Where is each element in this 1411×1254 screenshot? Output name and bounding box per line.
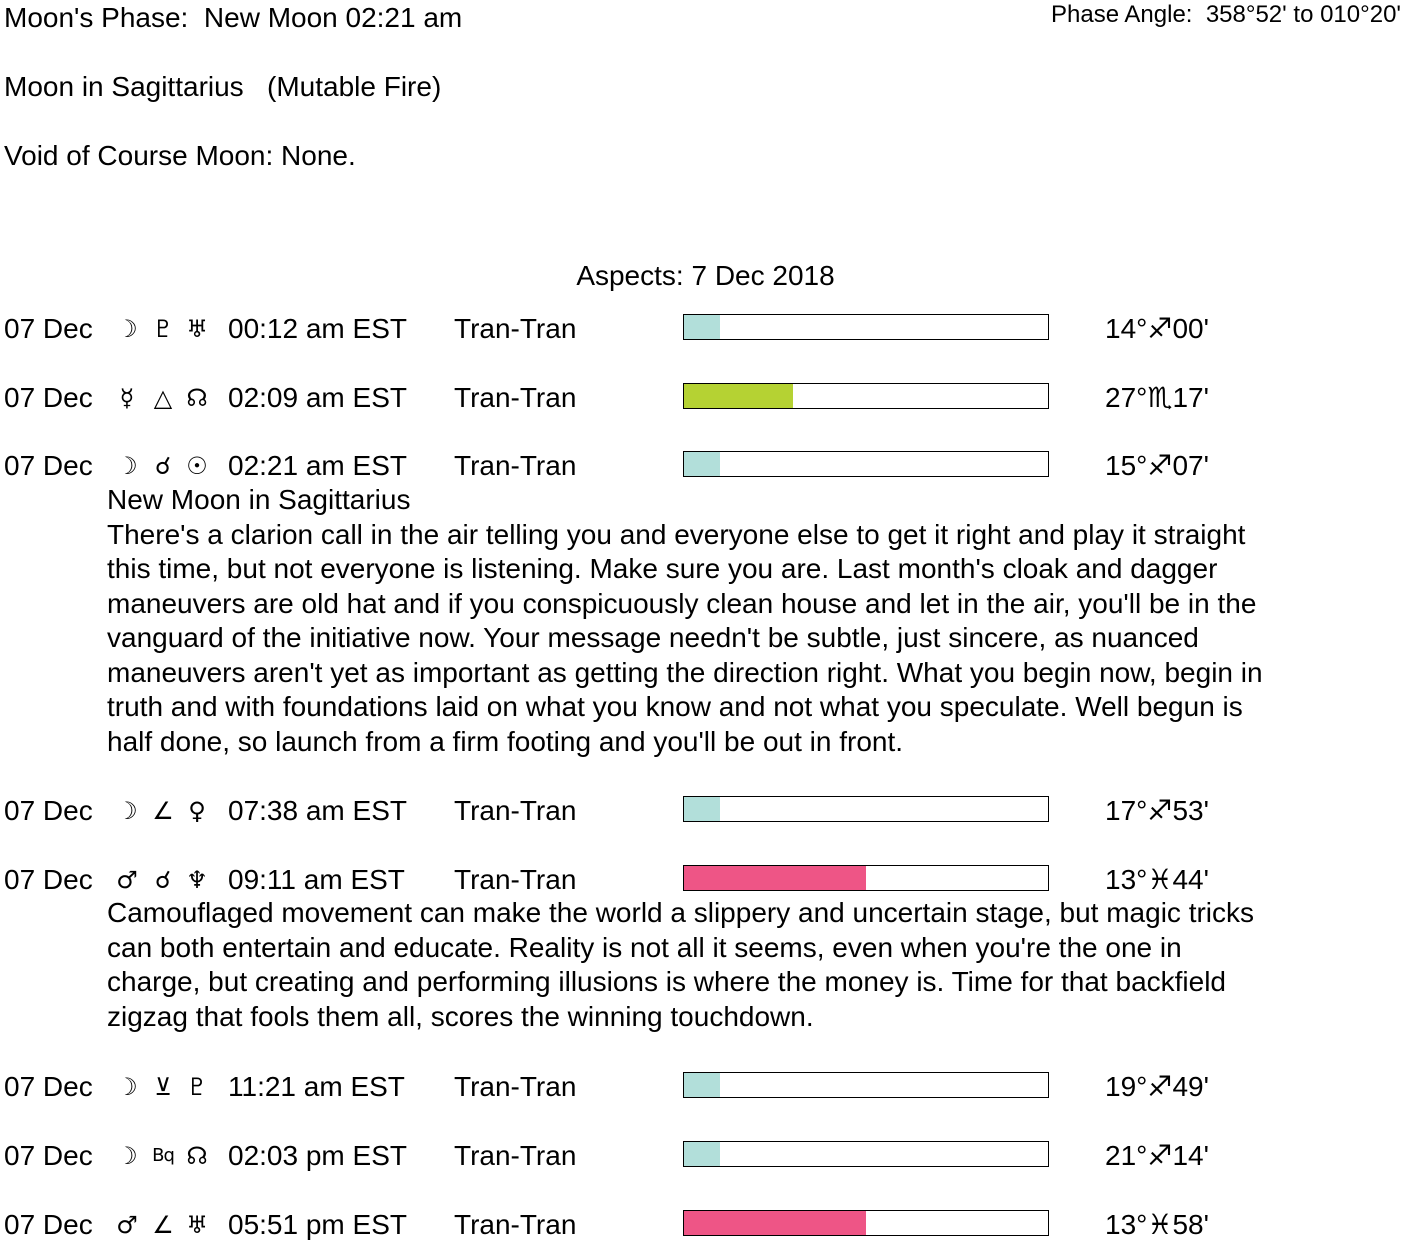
moon-sign: Moon in Sagittarius (Mutable Fire) bbox=[4, 71, 442, 102]
aspect-position: 14°♐00' bbox=[1105, 313, 1209, 344]
interpretation-heading: New Moon in Sagittarius bbox=[107, 484, 411, 515]
moon-icon: ☽ bbox=[116, 1073, 138, 1101]
interpretation-line: Camouflaged movement can make the world a slippery and uncertain stage, but magic tricks bbox=[107, 897, 1255, 928]
aspect-interpretation bbox=[107, 483, 1402, 759]
aspect-type: Tran-Tran bbox=[454, 313, 577, 344]
aspect-row bbox=[0, 312, 1411, 346]
strength-bar-fill bbox=[684, 452, 720, 476]
moon-phase: Moon's Phase: New Moon 02:21 am bbox=[4, 2, 463, 33]
interpretation-line: half done, so launch from a firm footing and you'll be out in front. bbox=[107, 725, 904, 757]
moon-icon: ☽ bbox=[116, 1142, 138, 1170]
interpretation-line: maneuvers aren't yet as important as getting the direction right. What you begin now, begin in bbox=[107, 656, 1263, 688]
conjunction-aspect-icon: ☌ bbox=[154, 452, 172, 480]
interpretation-line: vanguard of the initiative now. Your message needn't be subtle, just sincere, as nuanced bbox=[107, 622, 1199, 653]
aspect-type: Tran-Tran bbox=[454, 382, 577, 413]
biquintile-aspect-icon: Bq bbox=[152, 1145, 174, 1166]
aspect-position: 15°♐07' bbox=[1105, 450, 1209, 481]
mars-icon: ♂ bbox=[116, 1211, 138, 1239]
aspects-title: Aspects: 7 Dec 2018 bbox=[576, 260, 835, 291]
semisextile-aspect-icon: ⊻ bbox=[154, 1073, 172, 1101]
aspect-date: 07 Dec bbox=[4, 450, 93, 481]
uranus-icon: ♅ bbox=[186, 315, 208, 343]
strength-bar bbox=[683, 1210, 1049, 1236]
aspect-position: 19°♐49' bbox=[1105, 1071, 1209, 1102]
aspect-type: Tran-Tran bbox=[454, 450, 577, 481]
aspect-row bbox=[0, 1208, 1411, 1242]
aspect-row bbox=[0, 449, 1411, 483]
semisquare-aspect-icon: ∠ bbox=[152, 797, 174, 825]
aspect-date: 07 Dec bbox=[4, 382, 93, 413]
aspect-row bbox=[0, 1139, 1411, 1173]
aspect-time: 11:21 am EST bbox=[228, 1071, 405, 1102]
mercury-icon: ☿ bbox=[119, 384, 135, 412]
aspect-date: 07 Dec bbox=[4, 313, 93, 344]
aspect-date: 07 Dec bbox=[4, 795, 93, 826]
aspect-time: 00:12 am EST bbox=[228, 313, 407, 344]
strength-bar bbox=[683, 1072, 1049, 1098]
semisquare-aspect-icon: ∠ bbox=[152, 1211, 174, 1239]
aspect-type: Tran-Tran bbox=[454, 864, 577, 895]
uranus-icon: ♅ bbox=[186, 1211, 208, 1239]
mars-icon: ♂ bbox=[116, 866, 138, 894]
aspect-interpretation bbox=[107, 896, 1402, 1034]
interpretation-line: There's a clarion call in the air telling you and everyone else to get it right and play it straight bbox=[107, 518, 1246, 550]
aspect-date: 07 Dec bbox=[4, 864, 93, 895]
aspect-position: 21°♐14' bbox=[1105, 1140, 1209, 1171]
aspect-time: 09:11 am EST bbox=[228, 864, 405, 895]
aspect-date: 07 Dec bbox=[4, 1071, 93, 1102]
strength-bar bbox=[683, 1141, 1049, 1167]
aspect-type: Tran-Tran bbox=[454, 1140, 577, 1171]
strength-bar-fill bbox=[684, 384, 793, 408]
aspect-position: 17°♐53' bbox=[1105, 795, 1209, 826]
aspect-time: 02:09 am EST bbox=[228, 382, 407, 413]
void-of-course: Void of Course Moon: None. bbox=[4, 140, 356, 171]
aspect-row bbox=[0, 863, 1411, 897]
strength-bar-fill bbox=[684, 315, 720, 339]
interpretation-line: zigzag that fools them all, scores the winning touchdown. bbox=[107, 1000, 814, 1032]
conjunction-aspect-icon: ☌ bbox=[154, 866, 172, 894]
aspect-time: 05:51 pm EST bbox=[228, 1209, 407, 1240]
moon-icon: ☽ bbox=[116, 315, 138, 343]
trine-aspect-icon: △ bbox=[153, 384, 173, 412]
interpretation-line: truth and with foundations laid on what you know and not what you speculate. Well begun is bbox=[107, 691, 1243, 722]
strength-bar bbox=[683, 451, 1049, 477]
strength-bar-fill bbox=[684, 1073, 720, 1097]
interpretation-line: this time, but not everyone is listening. Make sure you are. Last month's cloak and dagger bbox=[107, 553, 1218, 584]
aspect-position: 13°♓44' bbox=[1105, 864, 1209, 895]
aspect-row bbox=[0, 794, 1411, 828]
strength-bar bbox=[683, 383, 1049, 409]
strength-bar-fill bbox=[684, 797, 720, 821]
moon-icon: ☽ bbox=[116, 452, 138, 480]
aspect-type: Tran-Tran bbox=[454, 1071, 577, 1102]
interpretation-line: maneuvers are old hat and if you conspicuously clean house and let in the air, you'll be in the bbox=[107, 587, 1257, 619]
aspect-date: 07 Dec bbox=[4, 1140, 93, 1171]
aspect-time: 07:38 am EST bbox=[228, 795, 407, 826]
north-node-icon: ☊ bbox=[186, 384, 208, 412]
aspect-type: Tran-Tran bbox=[454, 1209, 577, 1240]
phase-angle: Phase Angle: 358°52' to 010°20' bbox=[1051, 1, 1401, 28]
aspect-position: 13°♓58' bbox=[1105, 1209, 1209, 1240]
strength-bar-fill bbox=[684, 1142, 720, 1166]
moon-icon: ☽ bbox=[116, 797, 138, 825]
strength-bar-fill bbox=[684, 1211, 866, 1235]
venus-icon: ♀ bbox=[188, 797, 206, 825]
sun-icon: ☉ bbox=[186, 452, 208, 480]
aspect-row bbox=[0, 381, 1411, 415]
quincunx-aspect-icon: ♇ bbox=[152, 315, 174, 343]
aspect-position: 27°♏17' bbox=[1105, 382, 1209, 413]
strength-bar bbox=[683, 865, 1049, 891]
strength-bar bbox=[683, 796, 1049, 822]
aspect-time: 02:03 pm EST bbox=[228, 1140, 407, 1171]
interpretation-line: can both entertain and educate. Reality is not all it seems, even when you're the one in bbox=[107, 931, 1182, 963]
strength-bar-fill bbox=[684, 866, 866, 890]
aspect-time: 02:21 am EST bbox=[228, 450, 407, 481]
aspect-date: 07 Dec bbox=[4, 1209, 93, 1240]
neptune-icon: ♆ bbox=[186, 866, 208, 894]
north-node-icon: ☊ bbox=[186, 1142, 208, 1170]
aspect-type: Tran-Tran bbox=[454, 795, 577, 826]
pluto-icon: ♇ bbox=[186, 1073, 208, 1101]
strength-bar bbox=[683, 314, 1049, 340]
aspect-row bbox=[0, 1070, 1411, 1104]
interpretation-line: charge, but creating and performing illusions is where the money is. Time for that backfield bbox=[107, 966, 1227, 997]
